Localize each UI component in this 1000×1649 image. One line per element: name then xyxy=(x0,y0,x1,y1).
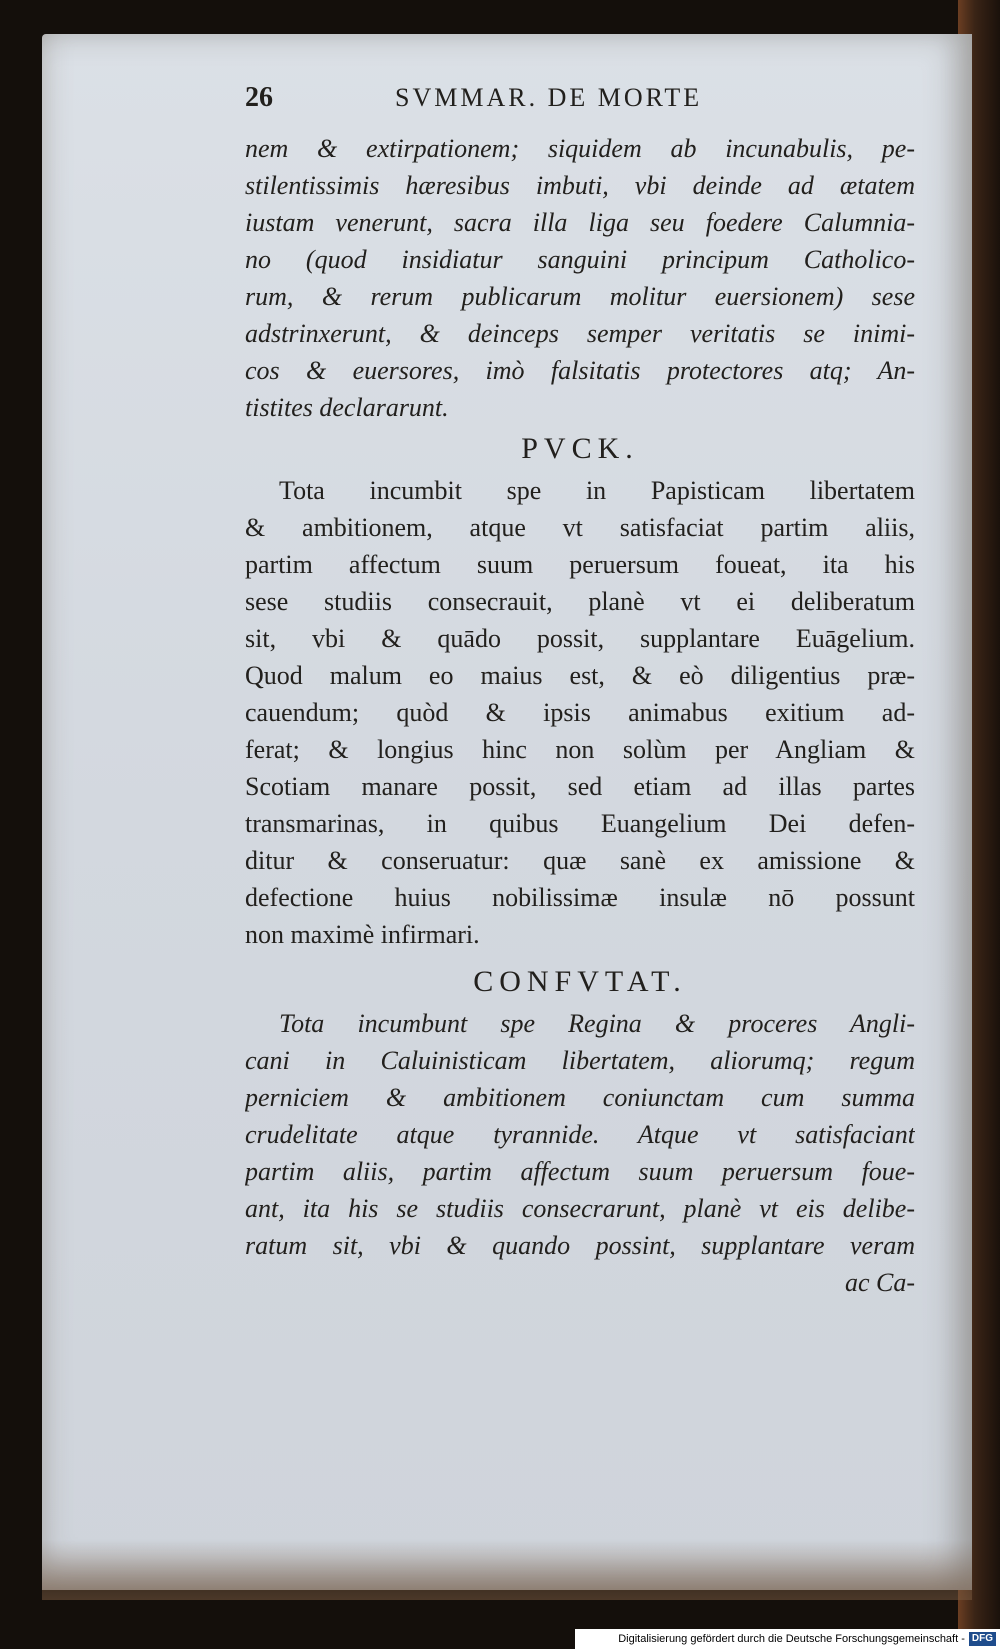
text-line: iustam venerunt, sacra illa liga seu foedere Calumnia- xyxy=(245,208,915,237)
text-line: no (quod insidiatur sanguini principum Catholico- xyxy=(245,245,915,274)
text-line: partim aliis, partim affectum suum peruersum foue- xyxy=(245,1157,915,1186)
text-line: Tota incumbunt spe Regina & proceres Angli- xyxy=(279,1009,915,1038)
section-heading-puck: PVCK. xyxy=(521,432,639,465)
text-line: crudelitate atque tyrannide. Atque vt satisfaciant xyxy=(245,1120,915,1149)
running-title: SVMMAR. DE MORTE xyxy=(395,83,703,112)
text-line: Scotiam manare possit, sed etiam ad illas partes xyxy=(245,772,915,801)
catchword: ac Ca- xyxy=(844,1268,915,1297)
text-line: Quod malum eo maius est, & eò diligentius præ- xyxy=(245,661,915,690)
text-line: Tota incumbit spe in Papisticam libertatem xyxy=(279,476,915,505)
text-line: nem & extirpationem; siquidem ab incunabulis, pe- xyxy=(245,134,915,163)
text-line: sit, vbi & quādo possit, supplantare Euāgelium. xyxy=(245,624,915,653)
dfg-logo-icon: DFG xyxy=(969,1632,996,1646)
text-line: & ambitionem, atque vt satisfaciat partim aliis, xyxy=(245,513,915,542)
section-heading-confutat: CONFVTAT. xyxy=(473,965,687,998)
text-line: sese studiis consecrauit, planè vt ei deliberatum xyxy=(245,587,915,616)
text-line: ratum sit, vbi & quando possint, supplantare veram xyxy=(245,1231,915,1260)
text-line: ant, ita his se studiis consecrarunt, planè vt eis delibe- xyxy=(245,1194,915,1223)
text-line: tistites declararunt. xyxy=(245,393,449,422)
text-line: cani in Caluinisticam libertatem, aliorumq; regum xyxy=(245,1046,915,1075)
text-line: cos & euersores, imò falsitatis protectores atq; An- xyxy=(245,356,915,385)
text-line: cauendum; quòd & ipsis animabus exitium ad- xyxy=(245,698,915,727)
text-line: ditur & conseruatur: quæ sanè ex amissione & xyxy=(245,846,915,875)
page-text xyxy=(245,82,915,1301)
text-line: non maximè infirmari. xyxy=(245,920,480,949)
page-header xyxy=(245,82,915,130)
text-block-2 xyxy=(245,472,915,953)
text-line: transmarinas, in quibus Euangelium Dei defen- xyxy=(245,809,915,838)
text-line: partim affectum suum peruersum foueat, ita his xyxy=(245,550,915,579)
text-line: ferat; & longius hinc non solùm per Angliam & xyxy=(245,735,915,764)
page-shadow xyxy=(42,1540,972,1600)
footer-text: Digitalisierung gefördert durch die Deutsche Forschungsgemeinschaft - xyxy=(618,1633,965,1645)
text-line: perniciem & ambitionem coniunctam cum summa xyxy=(245,1083,915,1112)
text-line: adstrinxerunt, & deinceps semper veritatis se inimi- xyxy=(245,319,915,348)
text-block-3 xyxy=(245,1005,915,1301)
page-number: 26 xyxy=(245,82,273,113)
text-line: rum, & rerum publicarum molitur euersionem) sese xyxy=(245,282,915,311)
text-line: stilentissimis hæresibus imbuti, vbi deinde ad ætatem xyxy=(245,171,915,200)
text-line: defectione huius nobilissimæ insulæ nō possunt xyxy=(245,883,915,912)
digitization-footer xyxy=(575,1629,1000,1649)
text-block-1 xyxy=(245,130,915,426)
